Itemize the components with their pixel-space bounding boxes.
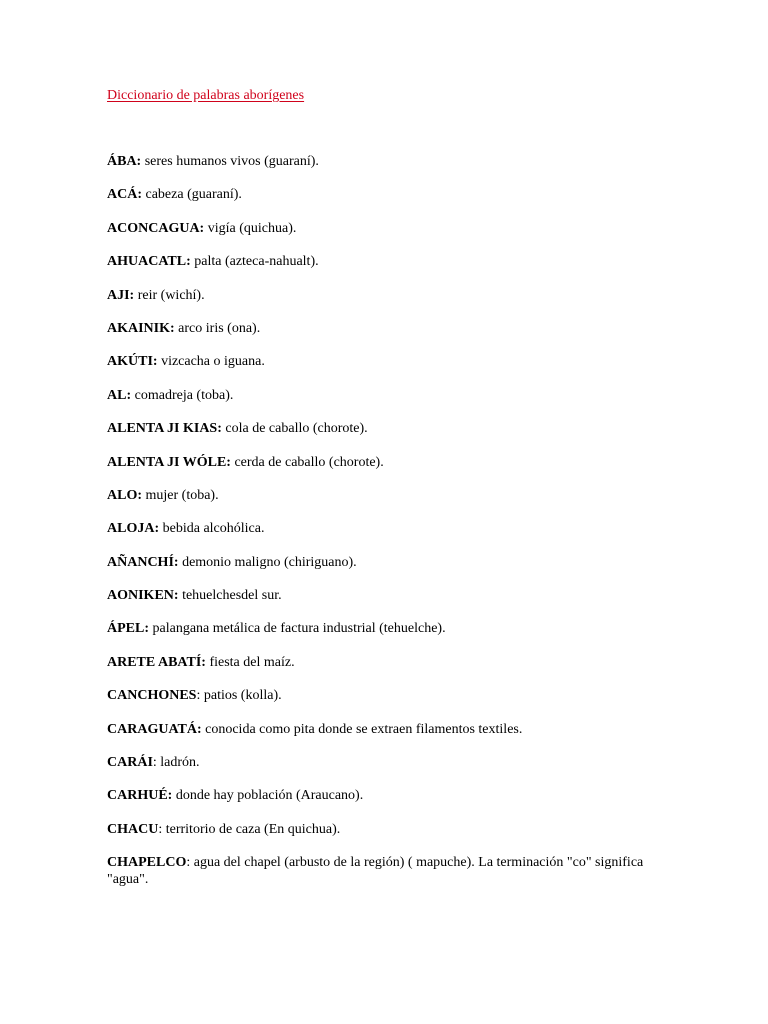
entry-definition: tehuelchesdel sur. bbox=[178, 588, 282, 604]
entry-term: ALENTA JI KIAS: bbox=[107, 421, 222, 437]
entry-term: CARHUÉ: bbox=[107, 788, 173, 804]
dictionary-entry bbox=[107, 320, 667, 337]
entry-definition: comadreja (toba). bbox=[131, 387, 234, 403]
entry-definition: : agua del chapel (arbusto de la región) ( mapuche). La terminación "co" significa "agua". bbox=[107, 855, 644, 888]
entry-term: ALENTA JI WÓLE: bbox=[107, 454, 231, 470]
entry-definition: : patios (kolla). bbox=[196, 688, 282, 704]
dictionary-entry bbox=[107, 620, 667, 637]
dictionary-entry bbox=[107, 420, 667, 437]
entry-definition: vigía (quichua). bbox=[204, 220, 297, 236]
entry-term: AONIKEN: bbox=[107, 588, 179, 604]
entry-term: CANCHONES bbox=[107, 688, 197, 704]
entry-term: AKÚTI: bbox=[107, 354, 158, 370]
entry-term: ACONCAGUA: bbox=[107, 220, 205, 236]
dictionary-entry bbox=[107, 454, 667, 471]
entry-definition: mujer (toba). bbox=[142, 487, 219, 503]
dictionary-entry bbox=[107, 487, 667, 504]
entry-term: AL: bbox=[107, 387, 132, 403]
entry-definition: donde hay población (Araucano). bbox=[172, 788, 364, 804]
entry-term: CARAGUATÁ: bbox=[107, 721, 202, 737]
entry-definition: fiesta del maíz. bbox=[205, 654, 295, 670]
entry-definition: cola de caballo (chorote). bbox=[221, 421, 368, 437]
entry-term: ALOJA: bbox=[107, 521, 160, 537]
entry-definition: palangana metálica de factura industrial (tehuelche). bbox=[149, 621, 446, 637]
entry-term: ACÁ: bbox=[107, 187, 142, 203]
dictionary-entry bbox=[107, 687, 667, 704]
entry-term: CARÁI bbox=[107, 755, 153, 771]
entry-term: ÁPEL: bbox=[107, 621, 149, 637]
entry-definition: seres humanos vivos (guaraní). bbox=[141, 154, 319, 169]
entry-definition: bebida alcohólica. bbox=[159, 521, 265, 537]
dictionary-entry bbox=[107, 520, 667, 537]
entry-definition: arco iris (ona). bbox=[174, 320, 261, 336]
entry-definition: vizcacha o iguana. bbox=[157, 354, 265, 370]
dictionary-entry bbox=[107, 153, 667, 170]
dictionary-entry bbox=[107, 287, 667, 304]
dictionary-entry bbox=[107, 353, 667, 370]
entry-term: AKAINIK: bbox=[107, 320, 175, 336]
dictionary-entry bbox=[107, 387, 667, 404]
dictionary-entry bbox=[107, 186, 667, 203]
entry-term: AÑANCHÍ: bbox=[107, 554, 179, 570]
dictionary-entry bbox=[107, 721, 667, 738]
dictionary-entry bbox=[107, 554, 667, 571]
dictionary-entry bbox=[107, 220, 667, 237]
entry-definition: cerda de caballo (chorote). bbox=[230, 454, 384, 470]
dictionary-entry bbox=[107, 787, 667, 804]
dictionary-entry-list bbox=[107, 153, 667, 905]
entry-term: AHUACATL: bbox=[107, 254, 191, 270]
entry-definition: conocida como pita donde se extraen filamentos textiles. bbox=[201, 721, 523, 737]
entry-term: ÁBA: bbox=[107, 154, 142, 169]
dictionary-entry bbox=[107, 654, 667, 671]
entry-term: CHACU bbox=[107, 821, 159, 837]
entry-definition: cabeza (guaraní). bbox=[142, 187, 242, 203]
entry-term: AJI: bbox=[107, 287, 135, 303]
entry-definition: : territorio de caza (En quichua). bbox=[158, 821, 341, 837]
dictionary-entry bbox=[107, 253, 667, 270]
dictionary-entry bbox=[107, 854, 667, 888]
entry-definition: demonio maligno (chiriguano). bbox=[178, 554, 357, 570]
entry-definition: : ladrón. bbox=[152, 755, 200, 771]
entry-term: CHAPELCO bbox=[107, 855, 187, 871]
dictionary-entry bbox=[107, 754, 667, 771]
dictionary-entry bbox=[107, 587, 667, 604]
entry-definition: palta (azteca-nahualt). bbox=[190, 254, 319, 270]
entry-term: ARETE ABATÍ: bbox=[107, 654, 206, 670]
document-title: Diccionario de palabras aborígenes bbox=[107, 88, 305, 103]
dictionary-entry bbox=[107, 821, 667, 838]
entry-definition: reir (wichí). bbox=[134, 287, 205, 303]
entry-term: ALO: bbox=[107, 487, 142, 503]
